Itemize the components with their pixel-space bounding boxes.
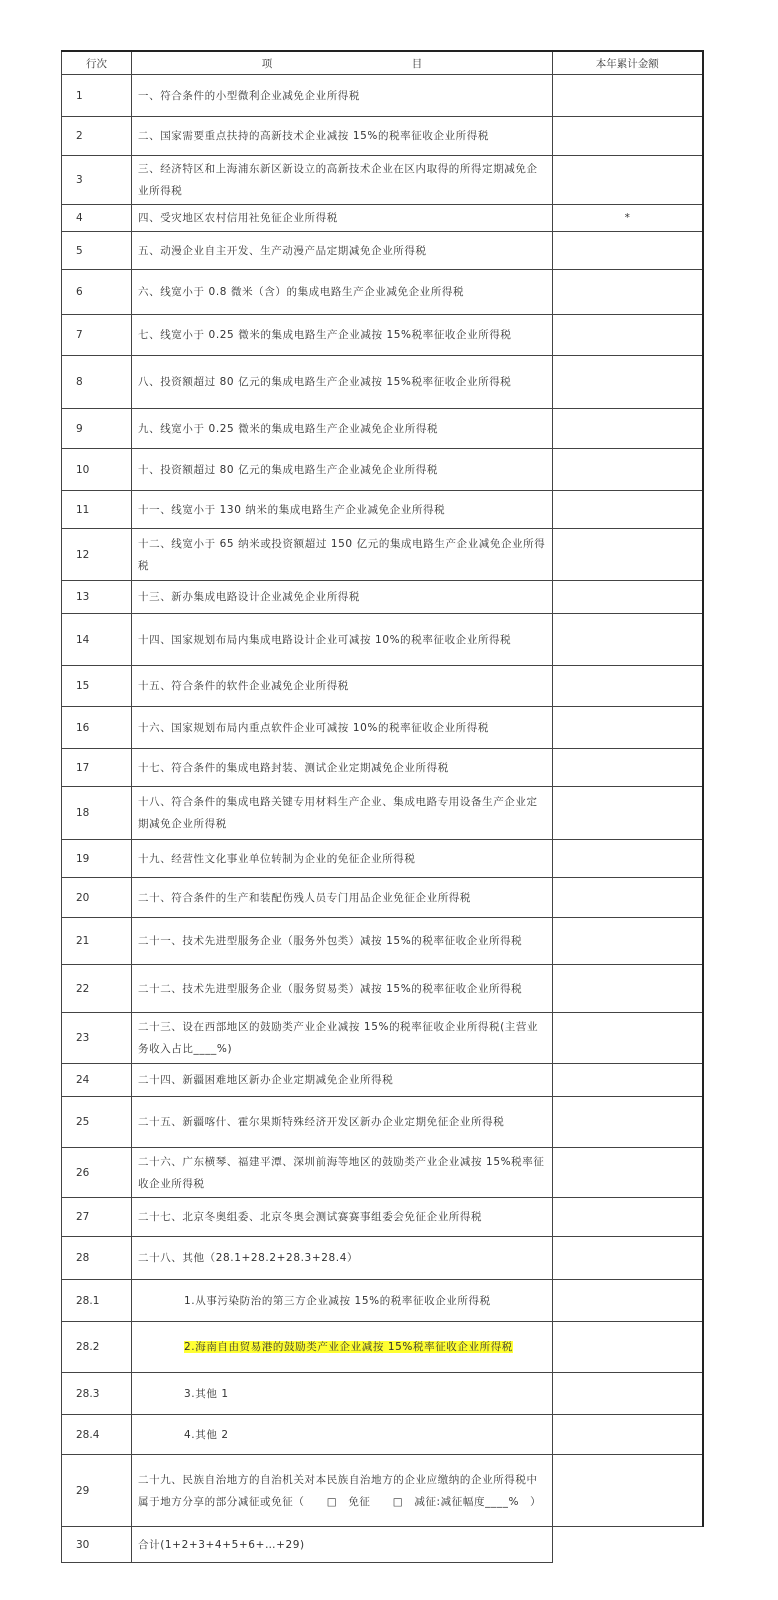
- row-number: 18: [62, 787, 132, 840]
- row-amount[interactable]: [553, 315, 703, 356]
- header-item-right: 目: [411, 57, 423, 70]
- row-item: 十、投资额超过 80 亿元的集成电路生产企业减免企业所得税: [132, 449, 553, 491]
- table-row: [62, 1373, 703, 1415]
- row-item: [132, 1322, 553, 1373]
- row-number: 23: [62, 1013, 132, 1064]
- row-amount[interactable]: [553, 356, 703, 409]
- row-number: 7: [62, 315, 132, 356]
- row-item: 十四、国家规划布局内集成电路设计企业可减按 10%的税率征收企业所得税: [132, 614, 553, 666]
- table-row: [62, 409, 703, 449]
- row-amount[interactable]: [553, 1237, 703, 1280]
- row-item: 3.其他 1: [132, 1373, 553, 1415]
- row-number: 28.3: [62, 1373, 132, 1415]
- row-amount[interactable]: [553, 1148, 703, 1198]
- row-number: 29: [62, 1455, 132, 1527]
- row-amount[interactable]: [553, 491, 703, 529]
- table-row: [62, 707, 703, 749]
- row-number: 9: [62, 409, 132, 449]
- row-number: 2: [62, 117, 132, 156]
- row-amount[interactable]: [553, 787, 703, 840]
- row-amount[interactable]: [553, 749, 703, 787]
- table-row: [62, 270, 703, 315]
- row-amount[interactable]: [553, 232, 703, 270]
- row-number: 17: [62, 749, 132, 787]
- table-row: [62, 315, 703, 356]
- row-amount[interactable]: [553, 581, 703, 614]
- table-row: [62, 1064, 703, 1097]
- row-amount[interactable]: [553, 1322, 703, 1373]
- row-item: 七、线宽小于 0.25 微米的集成电路生产企业减按 15%税率征收企业所得税: [132, 315, 553, 356]
- row-amount[interactable]: [553, 840, 703, 878]
- table-row: [62, 787, 703, 840]
- tax-relief-table: [61, 50, 704, 1563]
- row-item: 四、受灾地区农村信用社免征企业所得税: [132, 205, 553, 232]
- row-amount[interactable]: [553, 707, 703, 749]
- row-number: 14: [62, 614, 132, 666]
- row-amount[interactable]: [553, 409, 703, 449]
- row-number: 22: [62, 965, 132, 1013]
- row-number: 16: [62, 707, 132, 749]
- table-row: [62, 918, 703, 965]
- table-header-row: [62, 51, 703, 75]
- row-amount[interactable]: *: [553, 205, 703, 232]
- row-item: 十八、符合条件的集成电路关键专用材料生产企业、集成电路专用设备生产企业定期减免企业所得税: [132, 787, 553, 840]
- table-row: [62, 156, 703, 205]
- row-item: 五、动漫企业自主开发、生产动漫产品定期减免企业所得税: [132, 232, 553, 270]
- table-row: [62, 1415, 703, 1455]
- row-number: 5: [62, 232, 132, 270]
- table-row: [62, 878, 703, 918]
- table-row: [62, 1148, 703, 1198]
- row-number: 1: [62, 75, 132, 117]
- row-item: 十九、经营性文化事业单位转制为企业的免征企业所得税: [132, 840, 553, 878]
- row-item: 1.从事污染防治的第三方企业减按 15%的税率征收企业所得税: [132, 1280, 553, 1322]
- row-amount[interactable]: [553, 1097, 703, 1148]
- row-amount[interactable]: [553, 1280, 703, 1322]
- table-row: [62, 205, 703, 232]
- row-item: 十三、新办集成电路设计企业减免企业所得税: [132, 581, 553, 614]
- row-item: 二、国家需要重点扶持的高新技术企业减按 15%的税率征收企业所得税: [132, 117, 553, 156]
- row-item: 二十七、北京冬奥组委、北京冬奥会测试赛赛事组委会免征企业所得税: [132, 1198, 553, 1237]
- row-number: 28.4: [62, 1415, 132, 1455]
- row-number: 27: [62, 1198, 132, 1237]
- table-row: [62, 1527, 703, 1563]
- row-amount[interactable]: [553, 75, 703, 117]
- row-number: 4: [62, 205, 132, 232]
- row-item: 十七、符合条件的集成电路封装、测试企业定期减免企业所得税: [132, 749, 553, 787]
- row-item: 二十五、新疆喀什、霍尔果斯特殊经济开发区新办企业定期免征企业所得税: [132, 1097, 553, 1148]
- row-item: 二十三、设在西部地区的鼓励类产业企业减按 15%的税率征收企业所得税(主营业务收入占比____%): [132, 1013, 553, 1064]
- row-item: 八、投资额超过 80 亿元的集成电路生产企业减按 15%税率征收企业所得税: [132, 356, 553, 409]
- row-number: 21: [62, 918, 132, 965]
- row-amount[interactable]: [553, 666, 703, 707]
- row-number: 28.1: [62, 1280, 132, 1322]
- row-item: 十六、国家规划布局内重点软件企业可减按 10%的税率征收企业所得税: [132, 707, 553, 749]
- table-row: [62, 666, 703, 707]
- row-amount[interactable]: [553, 614, 703, 666]
- row-item: 二十二、技术先进型服务企业（服务贸易类）减按 15%的税率征收企业所得税: [132, 965, 553, 1013]
- row-amount[interactable]: [553, 1064, 703, 1097]
- row-item: 九、线宽小于 0.25 微米的集成电路生产企业减免企业所得税: [132, 409, 553, 449]
- row-amount[interactable]: [553, 918, 703, 965]
- row-number: 25: [62, 1097, 132, 1148]
- header-item-left: 项: [261, 57, 273, 70]
- row-number: 3: [62, 156, 132, 205]
- table-row: [62, 75, 703, 117]
- row-item: 十五、符合条件的软件企业减免企业所得税: [132, 666, 553, 707]
- table-row: [62, 449, 703, 491]
- row-item: 十二、线宽小于 65 纳米或投资额超过 150 亿元的集成电路生产企业减免企业所得税: [132, 529, 553, 581]
- header-amount: 本年累计金额: [553, 51, 703, 75]
- row-number: 8: [62, 356, 132, 409]
- table-row: [62, 356, 703, 409]
- table-row: [62, 1322, 703, 1373]
- row-item: 三、经济特区和上海浦东新区新设立的高新技术企业在区内取得的所得定期减免企业所得税: [132, 156, 553, 205]
- row-item: 二十四、新疆困难地区新办企业定期减免企业所得税: [132, 1064, 553, 1097]
- row-number: 26: [62, 1148, 132, 1198]
- row-amount[interactable]: [553, 1455, 703, 1527]
- row-item: 二十、符合条件的生产和装配伤残人员专门用品企业免征企业所得税: [132, 878, 553, 918]
- row-item: 4.其他 2: [132, 1415, 553, 1455]
- row-number: 10: [62, 449, 132, 491]
- row-amount[interactable]: [553, 449, 703, 491]
- row-amount[interactable]: [553, 1373, 703, 1415]
- row-item: 一、符合条件的小型微利企业减免企业所得税: [132, 75, 553, 117]
- row-amount[interactable]: [553, 156, 703, 205]
- highlighted-item-text: 2.海南自由贸易港的鼓励类产业企业减按 15%税率征收企业所得税: [184, 1341, 513, 1353]
- row-item: 合计(1+2+3+4+5+6+…+29): [132, 1527, 553, 1563]
- row-number: 13: [62, 581, 132, 614]
- row-item: 六、线宽小于 0.8 微米（含）的集成电路生产企业减免企业所得税: [132, 270, 553, 315]
- table-row: [62, 1280, 703, 1322]
- table-row: [62, 529, 703, 581]
- row-amount[interactable]: [553, 1013, 703, 1064]
- row-item: 二十一、技术先进型服务企业（服务外包类）减按 15%的税率征收企业所得税: [132, 918, 553, 965]
- row-amount[interactable]: [553, 529, 703, 581]
- table-row: [62, 117, 703, 156]
- row-number: 12: [62, 529, 132, 581]
- row-amount[interactable]: [553, 965, 703, 1013]
- table-row: [62, 1237, 703, 1280]
- row-number: 30: [62, 1527, 132, 1563]
- table-row: [62, 840, 703, 878]
- table-row: [62, 581, 703, 614]
- row-number: 19: [62, 840, 132, 878]
- row-amount[interactable]: [553, 117, 703, 156]
- row-amount[interactable]: [553, 1198, 703, 1237]
- header-item: [132, 51, 553, 75]
- row-number: 28.2: [62, 1322, 132, 1373]
- row-item: 二十六、广东横琴、福建平潭、深圳前海等地区的鼓励类产业企业减按 15%税率征收企业所得税: [132, 1148, 553, 1198]
- row-number: 20: [62, 878, 132, 918]
- row-item: 十一、线宽小于 130 纳米的集成电路生产企业减免企业所得税: [132, 491, 553, 529]
- row-number: 28: [62, 1237, 132, 1280]
- row-amount[interactable]: [553, 1527, 703, 1563]
- table-row: [62, 965, 703, 1013]
- table-row: [62, 491, 703, 529]
- row-number: 24: [62, 1064, 132, 1097]
- table-row: [62, 1198, 703, 1237]
- row-amount[interactable]: [553, 878, 703, 918]
- row-amount[interactable]: [553, 1415, 703, 1455]
- table-row: [62, 232, 703, 270]
- table-row: [62, 1097, 703, 1148]
- table-row: [62, 749, 703, 787]
- row-item: 二十九、民族自治地方的自治机关对本民族自治地方的企业应缴纳的企业所得税中属于地方分享的部分减征或免征（ □ 免征 □ 减征:减征幅度____% ）: [132, 1455, 553, 1527]
- table-row: [62, 1013, 703, 1064]
- table-row: [62, 614, 703, 666]
- row-number: 11: [62, 491, 132, 529]
- table-row: [62, 1455, 703, 1527]
- row-number: 15: [62, 666, 132, 707]
- row-number: 6: [62, 270, 132, 315]
- row-item: 二十八、其他（28.1+28.2+28.3+28.4）: [132, 1237, 553, 1280]
- header-row-no: 行次: [62, 51, 132, 75]
- row-amount[interactable]: [553, 270, 703, 315]
